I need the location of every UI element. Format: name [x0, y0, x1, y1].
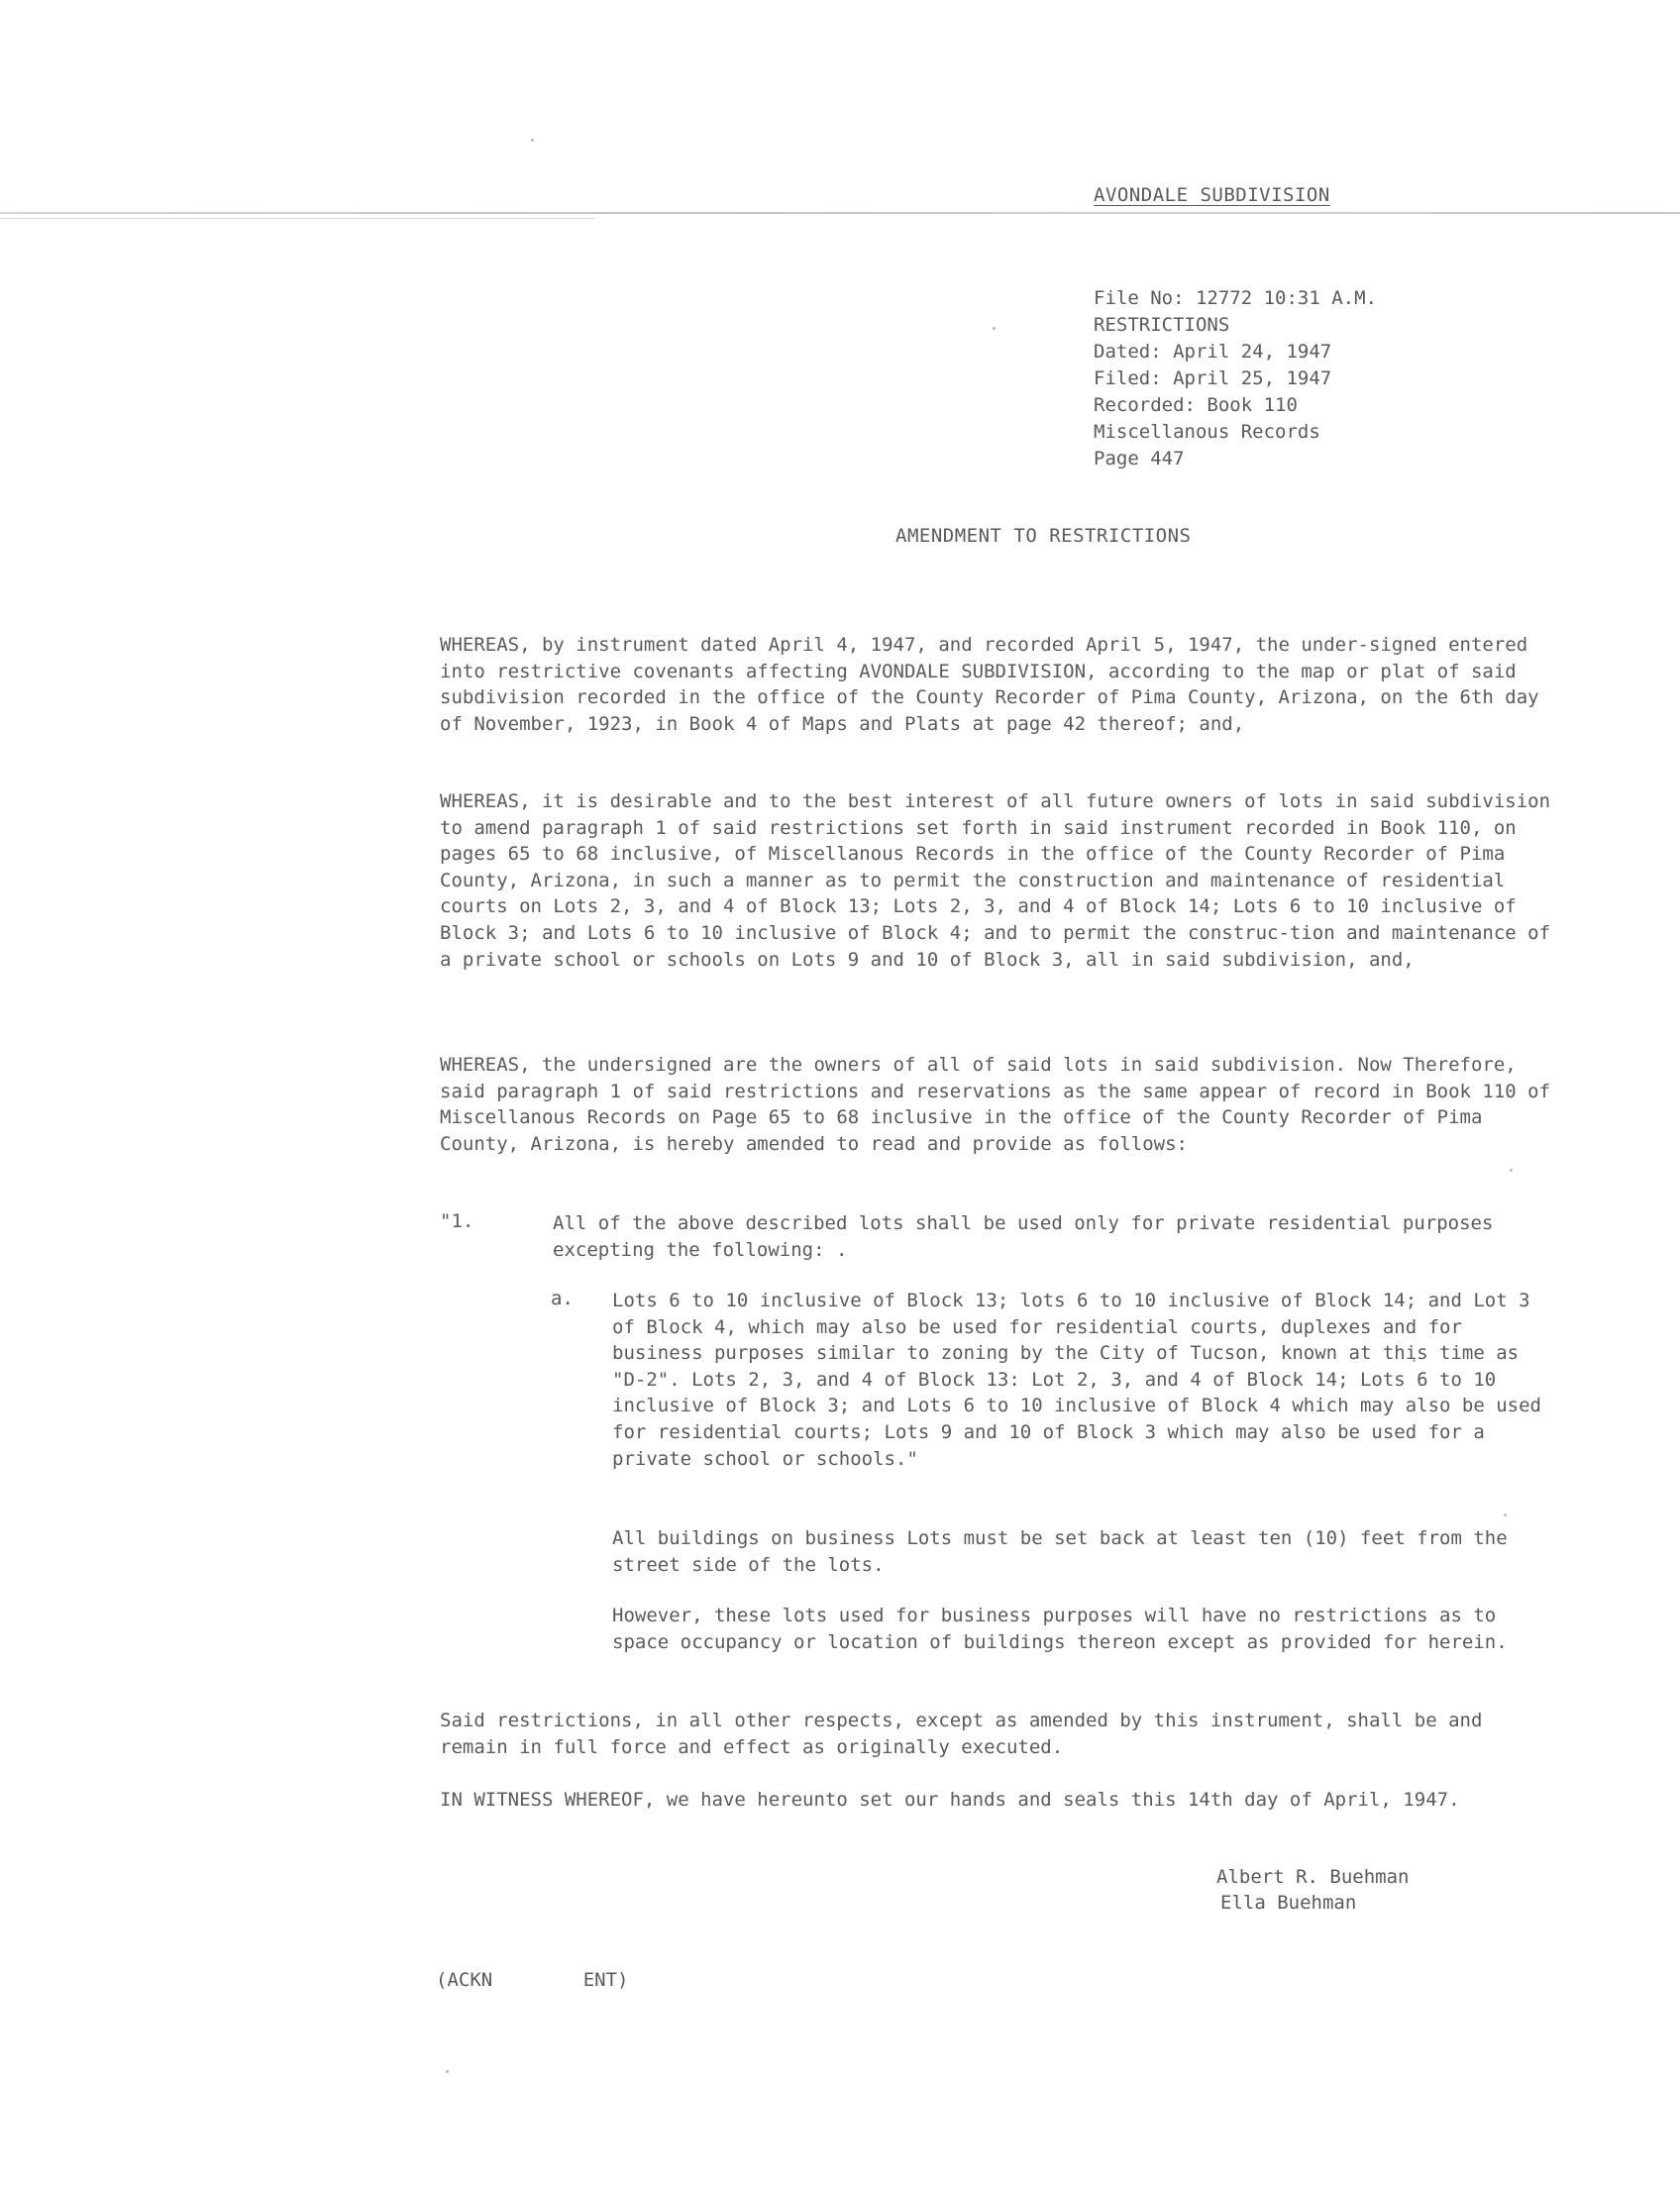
scan-speck	[531, 139, 534, 142]
sub-item-letter: a.	[551, 1288, 574, 1309]
whereas-paragraph-2: WHEREAS, it is desirable and to the best interest of all future owners of lots in said subdivision to amend paragraph 1 of said restrictions set forth in said instrument recorded in Book 110, on pages 65 to 68 inclusive, of Miscellanous Records in the office of the County Recorder of Pima County, Arizona, in such a manner as to permit the construction and maintenance of residential courts on Lots 2, 3, and 4 of Block 13; Lots 2, 3, and 4 of Block 14; Lots 6 to 10 inclusive of Block 3; and Lots 6 to 10 inclusive of Block 4; and to permit the construc-tion and maintenance of a private school or schools on Lots 9 and 10 of Block 3, all in said subdivision, and,	[440, 790, 1551, 971]
witness-paragraph: IN WITNESS WHEREOF, we have hereunto set our hands and seals this 14th day of April, 1947.	[440, 1789, 1460, 1811]
subdivision-header: AVONDALE SUBDIVISION	[1094, 184, 1330, 206]
scan-speck	[1504, 1513, 1507, 1516]
file-info-block	[1094, 285, 1377, 472]
document-title: AMENDMENT TO RESTRICTIONS	[895, 525, 1192, 547]
setback-paragraph: All buildings on business Lots must be set back at least ten (10) feet from the street side of the lots.	[612, 1527, 1508, 1576]
whereas-paragraph-1: WHEREAS, by instrument dated April 4, 1947, and recorded April 5, 1947, the under-signed entered into restrictive covenants affecting AVONDALE SUBDIVISION, according to the map or plat of said subdivision recorded in the office of the County Recorder of Pima County, Arizona, on the 6th day of November, 1923, in Book 4 of Maps and Plats at page 42 thereof; and,	[440, 634, 1539, 735]
scan-artifact-line-2	[0, 218, 594, 219]
file-info-line: File No: 12772 10:31 A.M.	[1094, 287, 1377, 309]
sub-item-text: Lots 6 to 10 inclusive of Block 13; lots 6 to 10 inclusive of Block 14; and Lot 3 of Block 4, which may also be used for residential courts, duplexes and for business purposes similar to zoning by the City of Tucson, known at this time as "D-2". Lots 2, 3, and 4 of Block 13: Lot 2, 3, and 4 of Block 14; Lots 6 to 10 inclusive of Block 3; and Lots 6 to 10 inclusive of Block 4 which may also be used for residential courts; Lots 9 and 10 of Block 3 which may also be used for a private school or schools."	[612, 1290, 1541, 1470]
acknowledgment-label: (ACKN ENT)	[436, 1969, 629, 1991]
scan-artifact-line	[0, 212, 1680, 214]
however-paragraph: However, these lots used for business purposes will have no restrictions as to space occupancy or location of buildings thereon except as provided for herein.	[612, 1605, 1508, 1653]
scan-speck	[993, 327, 996, 330]
signature-name: Albert R. Buehman	[1216, 1866, 1410, 1888]
scan-speck	[446, 2070, 449, 2073]
file-info-line: Miscellanous Records	[1094, 421, 1320, 443]
file-info-line: Page 447	[1094, 448, 1185, 469]
signature-name: Ella Buehman	[1220, 1892, 1357, 1914]
file-info-line: RESTRICTIONS	[1094, 314, 1230, 336]
file-info-line: Filed: April 25, 1947	[1094, 367, 1332, 389]
scan-speck	[1510, 1169, 1513, 1172]
file-info-line: Dated: April 24, 1947	[1094, 341, 1332, 363]
file-info-line: Recorded: Book 110	[1094, 394, 1298, 416]
whereas-paragraph-3: WHEREAS, the undersigned are the owners of all of said lots in said subdivision. Now Therefore, said paragraph 1 of said restrictions and reservations as the same appear of record in Book 110 of Miscellanous Records on Page 65 to 68 inclusive in the office of the County Recorder of Pima County, Arizona, is hereby amended to read and provide as follows:	[440, 1054, 1551, 1155]
item-text: All of the above described lots shall be used only for private residential purposes excepting the following: .	[553, 1212, 1494, 1261]
said-restrictions-paragraph: Said restrictions, in all other respects, except as amended by this instrument, shall be and remain in full force and effect as originally executed.	[440, 1710, 1483, 1758]
item-number: "1.	[440, 1210, 474, 1232]
